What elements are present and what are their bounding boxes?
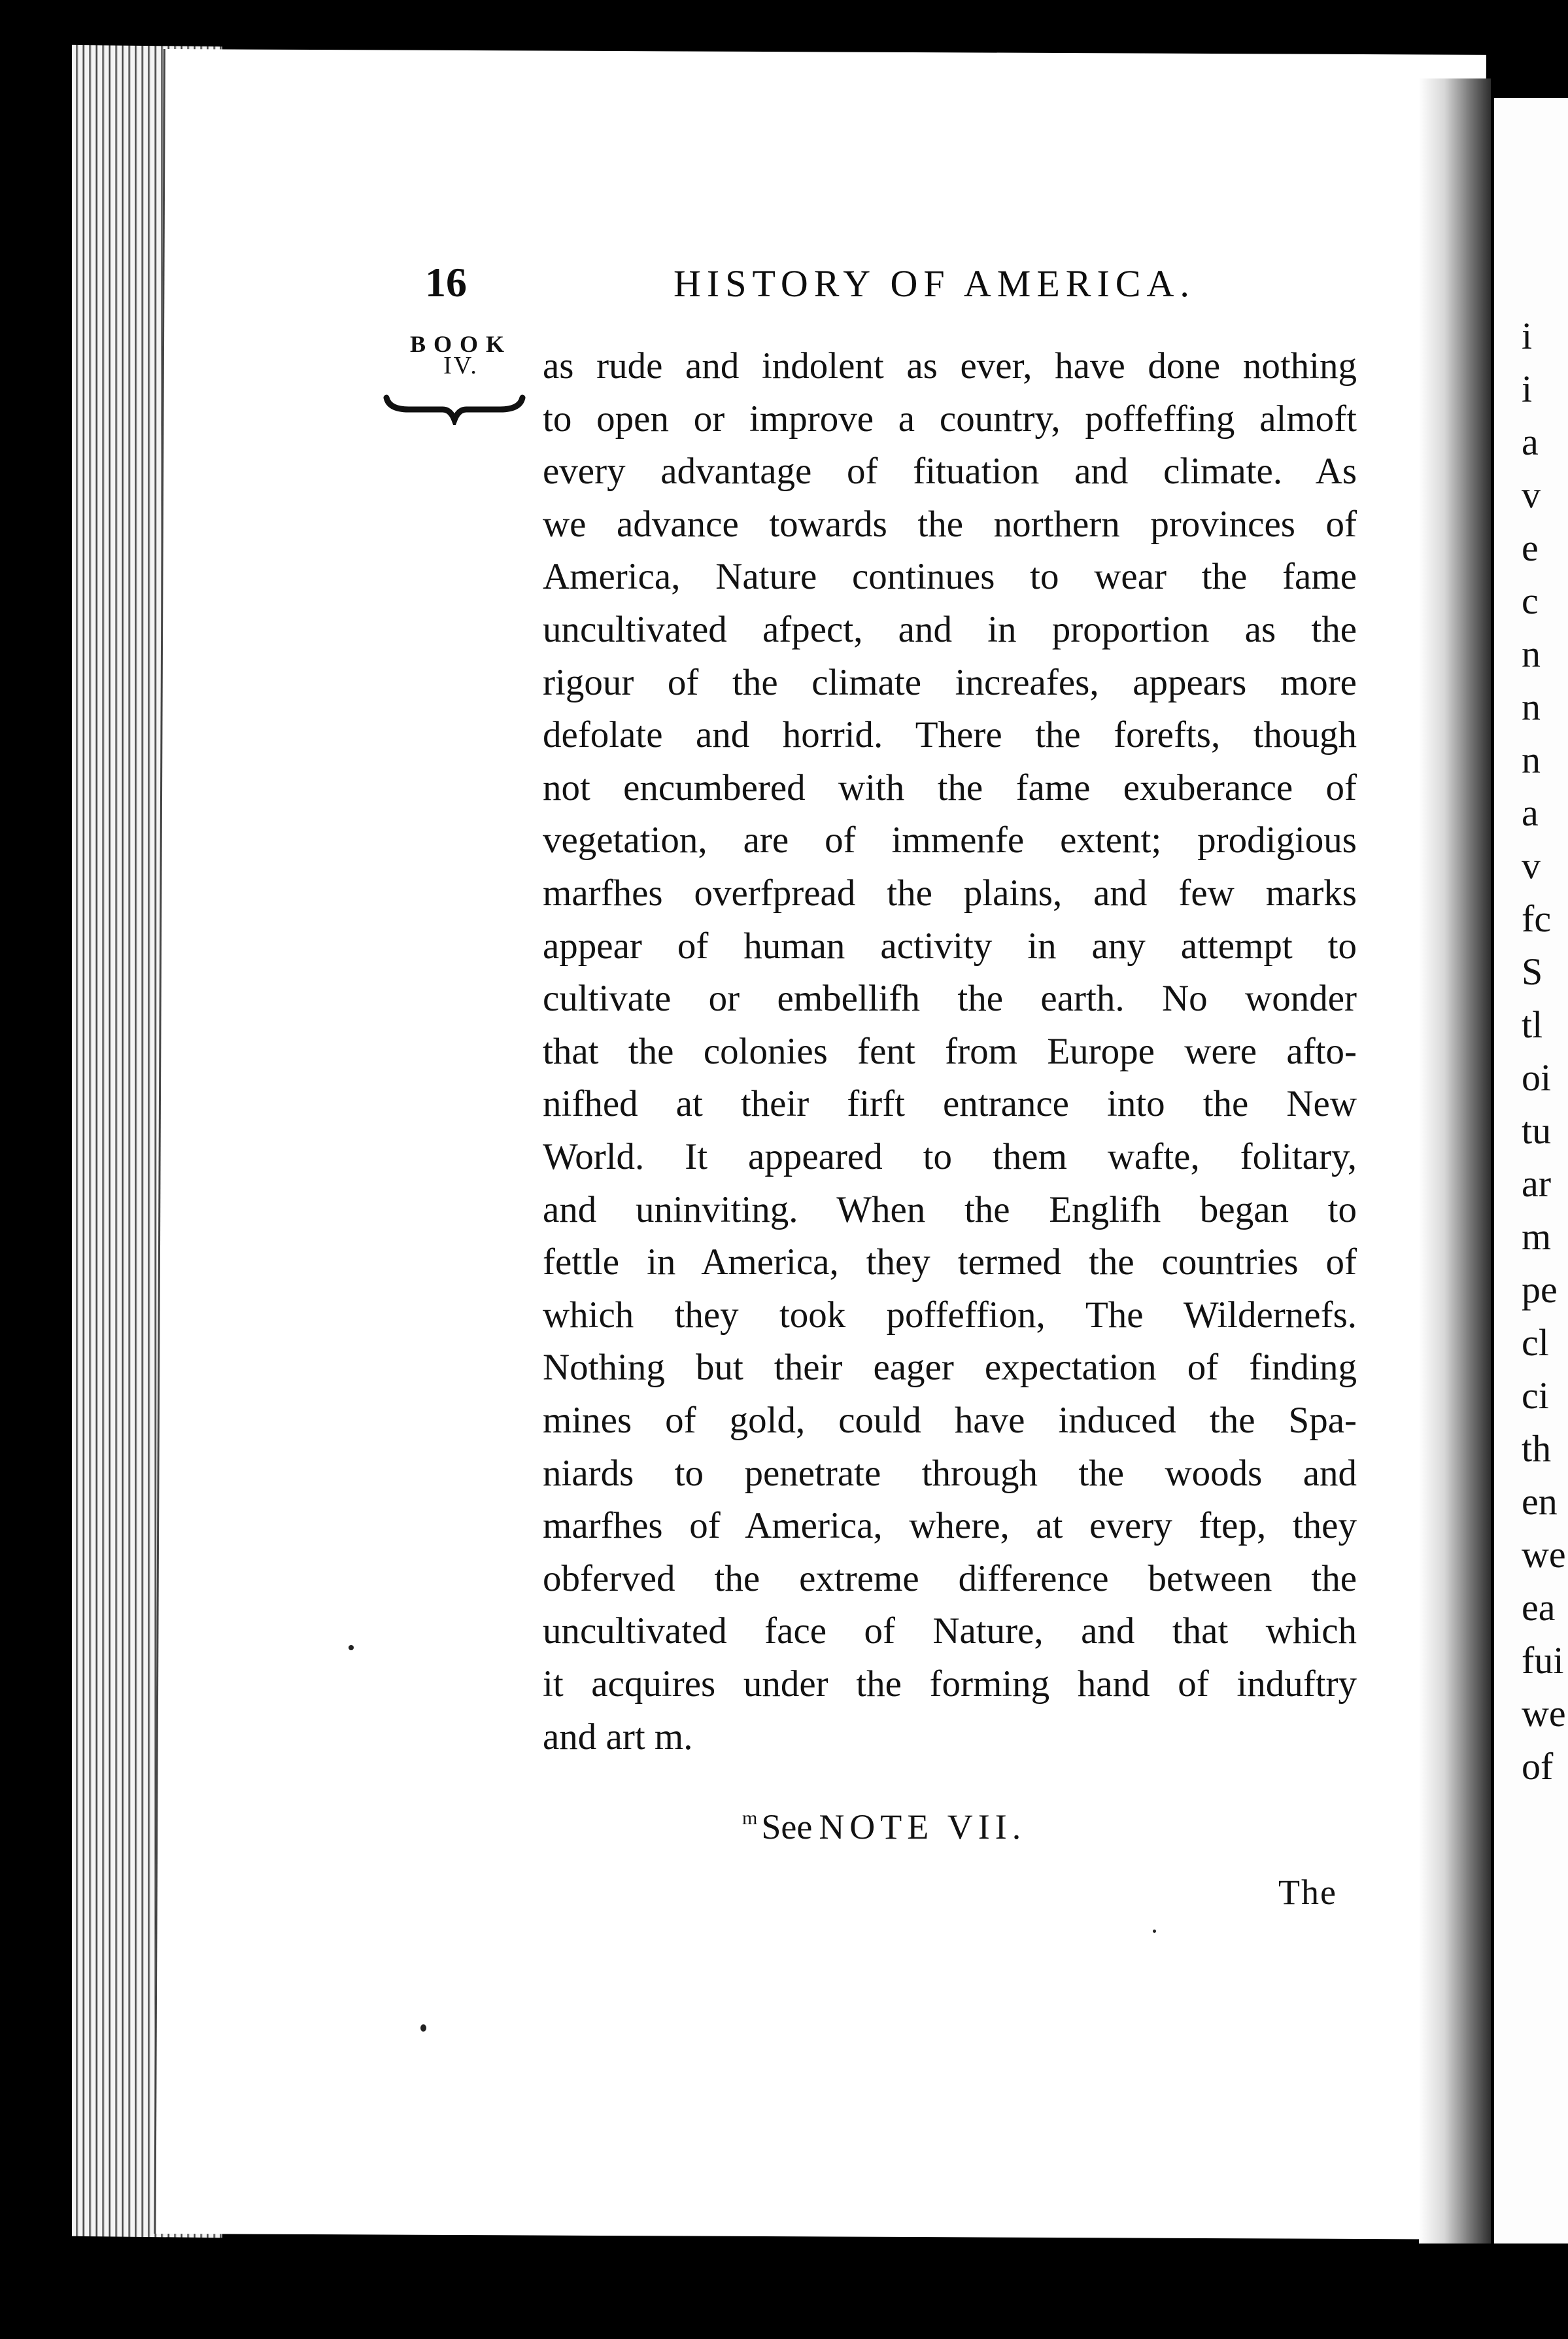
facing-page-fragment: fui xyxy=(1522,1639,1564,1682)
facing-page-fragment: c xyxy=(1522,580,1539,622)
text-line: World. It appeared to them wafte, folitary, xyxy=(543,1136,1357,1177)
facing-page-fragment: cl xyxy=(1522,1321,1549,1364)
running-head: HISTORY OF AMERICA. xyxy=(673,262,1195,305)
text-line: rigour of the climate increafes, appears more xyxy=(543,662,1357,703)
footnote-reference: NOTE VII. xyxy=(819,1807,1027,1846)
page-number: 16 xyxy=(425,259,467,305)
facing-page-fragment: we xyxy=(1522,1692,1566,1735)
facing-page-fragment: e xyxy=(1522,527,1539,569)
facing-page-fragment: we xyxy=(1522,1533,1566,1576)
facing-page-fragment: ci xyxy=(1522,1374,1549,1417)
ink-speck xyxy=(420,2024,426,2032)
margin-brace-icon xyxy=(383,392,526,425)
text-line: to open or improve a country, poffeffing almoft xyxy=(543,398,1357,440)
margin-book-note xyxy=(399,332,523,378)
text-line: vegetation, are of immenfe extent; prodigious xyxy=(543,820,1357,861)
facing-page-fragment: fc xyxy=(1522,897,1552,940)
text-line: and uninviting. When the Englifh began to xyxy=(543,1189,1357,1230)
facing-page-fragment: ar xyxy=(1522,1162,1552,1205)
text-line: which they took poffeffion, The Wildernefs. xyxy=(543,1294,1357,1336)
text-line: America, Nature continues to wear the fame xyxy=(543,556,1357,597)
text-line: marfhes overfpread the plains, and few marks xyxy=(543,873,1357,914)
text-line: nifhed at their firft entrance into the New xyxy=(543,1083,1357,1124)
text-line: mines of gold, could have induced the Spa- xyxy=(543,1400,1357,1441)
facing-page-fragment: oi xyxy=(1522,1056,1552,1099)
text-line: marfhes of America, where, at every ftep, they xyxy=(543,1505,1357,1546)
margin-book-number: IV. xyxy=(443,352,479,379)
facing-page-fragment: a xyxy=(1522,791,1539,834)
ink-speck xyxy=(349,1645,354,1650)
scan-border xyxy=(0,2250,1568,2339)
facing-page-fragment: th xyxy=(1522,1427,1552,1470)
text-line: and art m. xyxy=(543,1716,693,1758)
text-line: Nothing but their eager expectation of finding xyxy=(543,1347,1357,1388)
text-line: appear of human activity in any attempt to xyxy=(543,926,1357,967)
footnote-see: See xyxy=(761,1807,813,1846)
facing-page-fragment: a xyxy=(1522,421,1539,463)
facing-page-fragment: tl xyxy=(1522,1003,1543,1046)
facing-page-fragment: v xyxy=(1522,844,1541,887)
text-line: uncultivated face of Nature, and that which xyxy=(543,1610,1357,1652)
facing-page-fragment: v xyxy=(1522,474,1541,516)
facing-page-fragment: S xyxy=(1522,950,1543,993)
text-line: not encumbered with the fame exuberance of xyxy=(543,767,1357,808)
text-line: defolate and horrid. There the forefts, though xyxy=(543,714,1357,755)
text-line: every advantage of fituation and climate. As xyxy=(543,451,1357,492)
facing-page-fragment: ea xyxy=(1522,1586,1556,1629)
text-line: as rude and indolent as ever, have done nothing xyxy=(543,345,1357,387)
text-line: uncultivated afpect, and in proportion as the xyxy=(543,609,1357,650)
facing-page-fragment: pe xyxy=(1522,1268,1558,1311)
footnote xyxy=(742,1807,1026,1847)
facing-page-fragment: tu xyxy=(1522,1109,1552,1152)
facing-page-fragment: of xyxy=(1522,1745,1554,1788)
facing-page-fragment: i xyxy=(1522,315,1533,357)
text-line: obferved the extreme difference between the xyxy=(543,1558,1357,1599)
facing-page-fragment: m xyxy=(1522,1215,1552,1258)
text-line: fettle in America, they termed the countries of xyxy=(543,1241,1357,1283)
facing-page-fragment: n xyxy=(1522,685,1541,728)
catchword: The xyxy=(1278,1873,1337,1912)
ink-speck xyxy=(1153,1930,1156,1933)
gutter-shadow xyxy=(1419,78,1491,2244)
text-line: niards to penetrate through the woods and xyxy=(543,1453,1357,1494)
margin-book-word: BOOK xyxy=(409,331,513,357)
facing-page xyxy=(1494,98,1568,2244)
text-line: we advance towards the northern provinces of xyxy=(543,504,1357,545)
text-line: that the colonies fent from Europe were afto- xyxy=(543,1031,1357,1072)
footnote-marker: m xyxy=(742,1807,758,1829)
facing-page-fragment: en xyxy=(1522,1480,1558,1523)
text-line: it acquires under the forming hand of induftry xyxy=(543,1663,1357,1705)
facing-page-fragment: n xyxy=(1522,738,1541,781)
facing-page-fragment: n xyxy=(1522,632,1541,675)
facing-page-fragment: i xyxy=(1522,368,1533,410)
text-line: cultivate or embellifh the earth. No wonder xyxy=(543,978,1357,1019)
